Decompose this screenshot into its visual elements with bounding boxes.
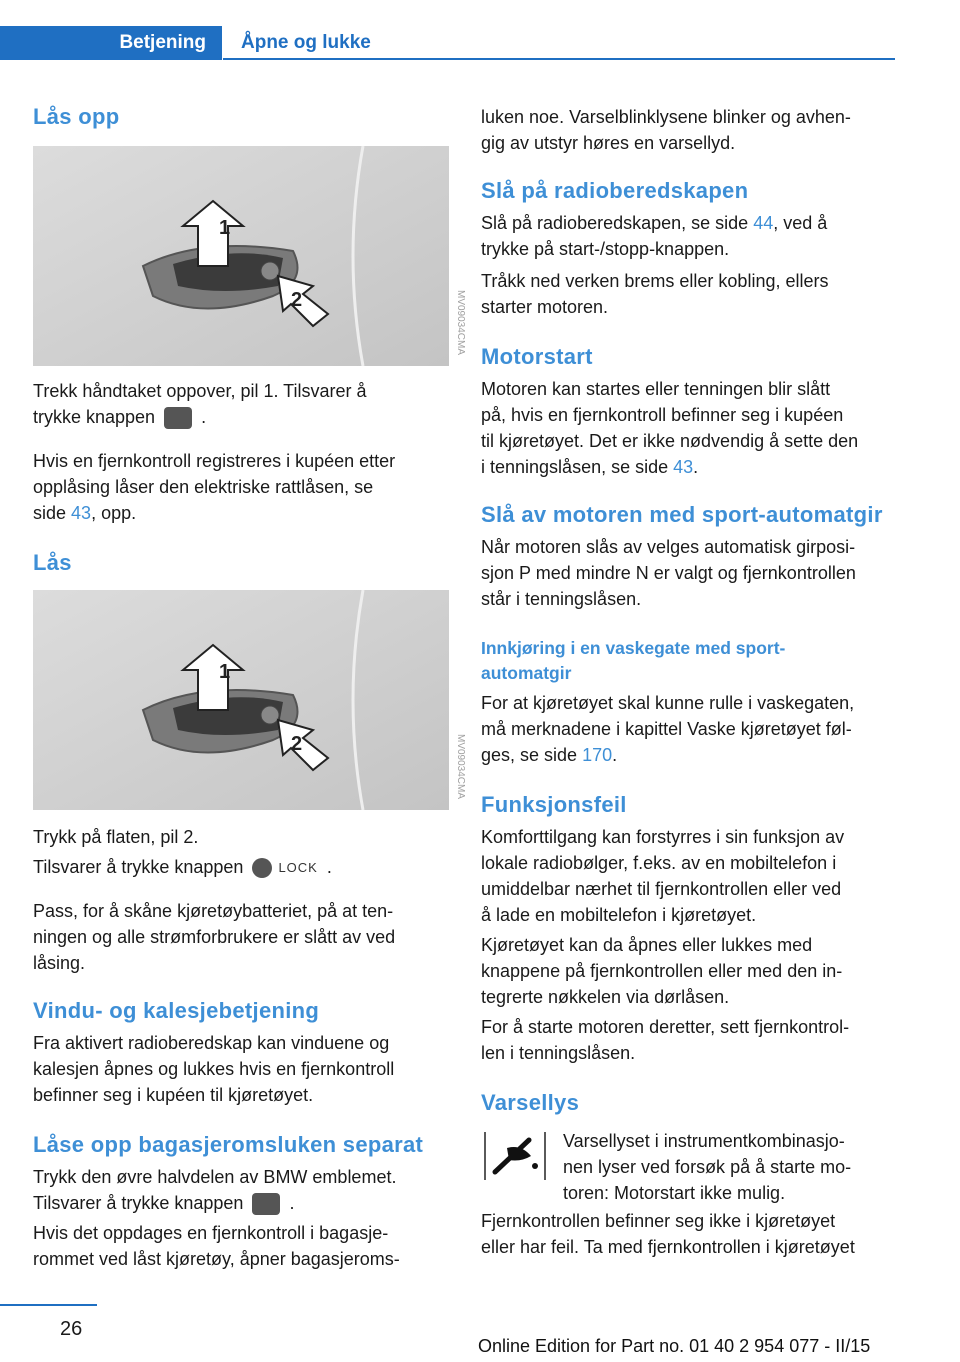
- text-line: ges, se side: [481, 745, 578, 765]
- heading-window: Vindu- og kalesjebetjening: [33, 998, 320, 1023]
- para-car-wash: [481, 690, 854, 768]
- text-line: Trekk håndtaket oppover, pil 1. Tilsvarer å: [33, 381, 367, 401]
- heading-engine-start: Motorstart: [481, 344, 593, 369]
- text-line: Komforttilgang kan forstyrres i sin funksjon av: [481, 827, 845, 847]
- text-line: må merknadene i kapittel Vaske kjøretøyet føl-: [481, 719, 852, 739]
- figure-door-handle-lock: [33, 590, 449, 810]
- page-link-43b[interactable]: 43: [673, 457, 694, 477]
- text-line: starter motoren.: [481, 297, 609, 317]
- text-line: For å starte motoren deretter, sett fjernkontrol-: [481, 1017, 850, 1037]
- page-link-44[interactable]: 44: [753, 213, 774, 233]
- text-line: kalesjen åpnes og lukkes hvis en fjernkontroll: [33, 1059, 395, 1079]
- text-line: eller har feil. Ta med fjernkontrollen i kjøretøyet: [481, 1237, 855, 1257]
- text-line: .: [612, 745, 618, 765]
- heading-engine-stop: Slå av motoren med sport-automatgir: [481, 502, 883, 527]
- text-line: Pass, for å skåne kjøretøybatteriet, på at ten-: [33, 901, 394, 921]
- text-line: trykke knappen: [33, 407, 156, 427]
- para-start-after: [481, 1014, 849, 1066]
- fig2-arrow-label-1: 1: [219, 661, 231, 683]
- text-line: i tenningslåsen, se side: [481, 457, 669, 477]
- text-line: står i tenningslåsen.: [481, 589, 642, 609]
- text-line: knappene på fjernkontrollen eller med den in-: [481, 961, 843, 981]
- text-line: Tilsvarer å trykke knappen: [33, 1193, 244, 1213]
- text-line: toren: Motorstart ikke mulig.: [563, 1183, 786, 1203]
- para-engine-stop: [481, 534, 856, 612]
- text-line: .: [201, 407, 207, 427]
- text-line: sjon P med mindre N er valgt og fjernkontrollen: [481, 563, 856, 583]
- text-line: Tilsvarer å trykke knappen: [33, 857, 244, 877]
- header-tab-betjening[interactable]: [0, 26, 222, 60]
- figure-door-handle-unlock: [33, 146, 449, 366]
- para-radio: [481, 210, 827, 262]
- para-lock-button: [33, 854, 332, 881]
- text-line: Fra aktivert radioberedskap kan vinduene og: [33, 1033, 390, 1053]
- page-link-170[interactable]: 170: [582, 745, 613, 765]
- para-trunk-remote: [33, 1220, 400, 1272]
- text-line: Slå på radioberedskapen, se side: [481, 213, 749, 233]
- header-tab-label: Betjening: [119, 32, 206, 53]
- heading-car-wash: [481, 636, 785, 686]
- heading-malfunction: Funksjonsfeil: [481, 792, 627, 817]
- para-malfunction: [481, 824, 844, 928]
- text-line: Innkjøring i en vaskegate med sport-: [481, 638, 786, 658]
- text-line: Motoren kan startes eller tenningen blir slått: [481, 379, 831, 399]
- para-engine-start: [481, 376, 858, 480]
- page-link-43[interactable]: 43: [71, 503, 92, 523]
- lock-label: LOCK: [278, 860, 318, 876]
- para-pull-handle: [33, 378, 367, 430]
- text-line: automatgir: [481, 663, 572, 683]
- unlock-button-icon: [164, 407, 192, 429]
- text-line: rommet ved låst kjøretøy, åpner bagasjeroms-: [33, 1249, 400, 1269]
- text-line: låsing.: [33, 953, 86, 973]
- text-line: umiddelbar nærhet til fjernkontrollen eller ved: [481, 879, 842, 899]
- text-line: befinner seg i kupéen til kjøretøyet.: [33, 1085, 314, 1105]
- para-press-surface: Trykk på flaten, pil 2.: [33, 827, 199, 847]
- para-remote-missing: [481, 1208, 855, 1260]
- text-line: len i tenningslåsen.: [481, 1043, 636, 1063]
- para-trunk-emblem: Trykk den øvre halvdelen av BMW emblemet.: [33, 1167, 397, 1187]
- warning-key-icon: [481, 1126, 549, 1186]
- text-line: tegrerte nøkkelen via dørlåsen.: [481, 987, 730, 1007]
- text-line: Varsellyset i instrumentkombinasjo-: [563, 1131, 845, 1151]
- text-line: .: [289, 1193, 295, 1213]
- para-brake: [481, 268, 828, 320]
- lock-button-icon: [252, 855, 317, 881]
- text-line: Hvis en fjernkontroll registreres i kupéen etter: [33, 451, 396, 471]
- heading-warning-light: Varsellys: [481, 1090, 580, 1115]
- text-line: luken noe. Varselblinklysene blinker og avhen-: [481, 107, 851, 127]
- fig1-arrow-label-1: 1: [219, 217, 231, 239]
- text-line: Hvis det oppdages en fjernkontroll i bagasje-: [33, 1223, 389, 1243]
- heading-lock: Lås: [33, 550, 72, 575]
- para-battery: [33, 898, 395, 976]
- text-line: opplåsing låser den elektriske rattlåsen, se: [33, 477, 374, 497]
- lock-dot-icon: [252, 858, 272, 878]
- para-trunk-button: [33, 1190, 294, 1216]
- page-number: 26: [60, 1318, 83, 1340]
- figure-code-2: MV09034CMA: [455, 734, 466, 800]
- text-line: .: [693, 457, 699, 477]
- footer-rule: [0, 1304, 97, 1306]
- text-line: nen lyser ved forsøk på å starte mo-: [563, 1157, 852, 1177]
- text-line: side: [33, 503, 67, 523]
- text-line: gig av utstyr høres en varsellyd.: [481, 133, 736, 153]
- text-line: på, hvis en fjernkontroll befinner seg i kupéen: [481, 405, 844, 425]
- fig1-arrow-label-2: 2: [291, 289, 303, 311]
- edition-note: Online Edition for Part no. 01 40 2 954 077 - II/15: [478, 1336, 871, 1356]
- text-line: å lade en mobiltelefon i kjøretøyet.: [481, 905, 757, 925]
- para-trunk-cont: [481, 104, 851, 156]
- text-line: til kjøretøyet. Det er ikke nødvendig å sette den: [481, 431, 859, 451]
- heading-radio: Slå på radioberedskapen: [481, 178, 749, 203]
- text-line: ningen og alle strømforbrukere er slått av ved: [33, 927, 396, 947]
- text-line: Kjøretøyet kan da åpnes eller lukkes med: [481, 935, 813, 955]
- trunk-button-icon: [252, 1193, 280, 1215]
- para-steering-lock: [33, 448, 395, 526]
- text-line: For at kjøretøyet skal kunne rulle i vaskegaten,: [481, 693, 855, 713]
- header-tab-section[interactable]: Åpne og lukke: [223, 26, 895, 60]
- text-line: trykke på start-/stopp-knappen.: [481, 239, 730, 259]
- text-line: Fjernkontrollen befinner seg ikke i kjøretøyet: [481, 1211, 836, 1231]
- text-line: .: [326, 857, 332, 877]
- text-line: Tråkk ned verken brems eller kobling, ellers: [481, 271, 829, 291]
- heading-trunk: Låse opp bagasjeromsluken separat: [33, 1132, 424, 1157]
- para-window: [33, 1030, 394, 1108]
- text-line: lokale radiobølger, f.eks. av en mobiltelefon i: [481, 853, 837, 873]
- text-line: , opp.: [91, 503, 137, 523]
- heading-unlock: Lås opp: [33, 104, 120, 129]
- fig2-arrow-label-2: 2: [291, 733, 303, 755]
- text-line: , ved å: [773, 213, 828, 233]
- para-warning-light: [563, 1128, 851, 1206]
- text-line: Når motoren slås av velges automatisk girposi-: [481, 537, 856, 557]
- para-open-with-buttons: [481, 932, 842, 1010]
- figure-code-1: MV09034CMA: [455, 290, 466, 356]
